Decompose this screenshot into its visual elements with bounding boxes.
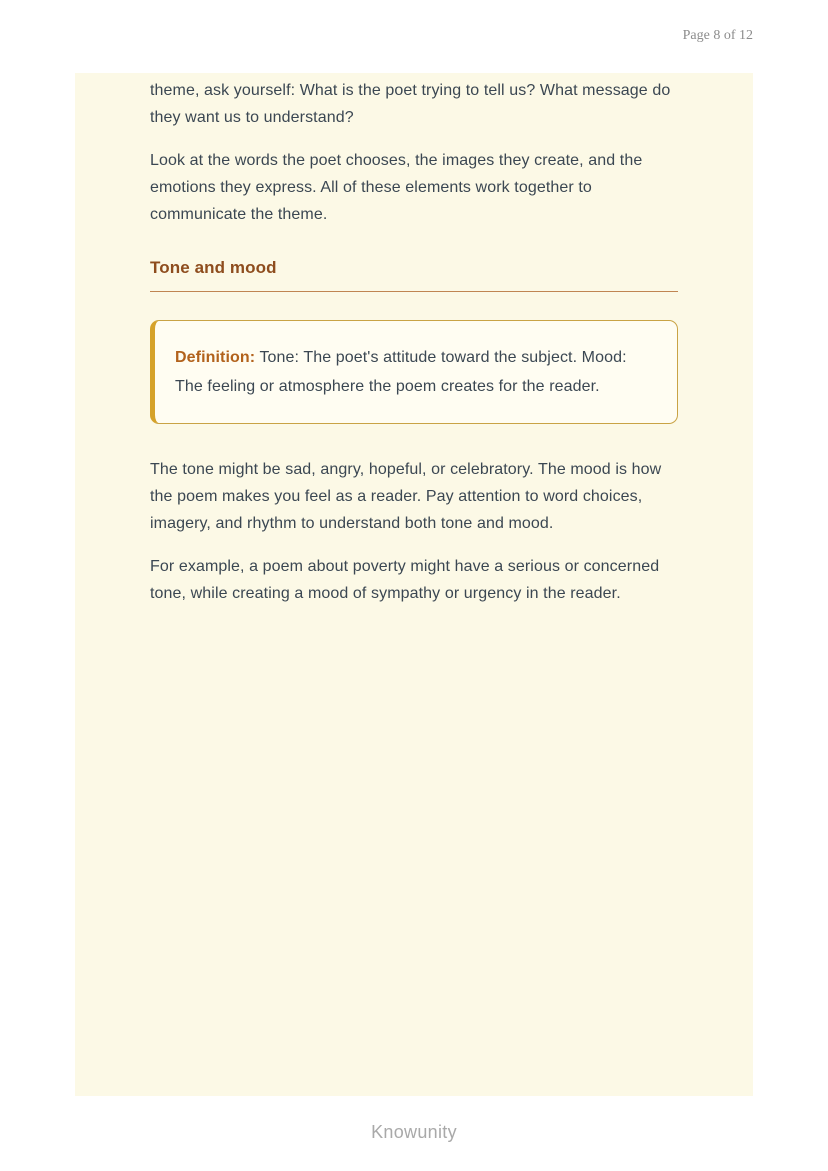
page-number: Page 8 of 12 [682, 28, 753, 43]
footer-brand: Knowunity [371, 1122, 457, 1142]
section-heading-tone-and-mood: Tone and mood [150, 258, 277, 277]
paragraph-look-at-words: Look at the words the poet chooses, the images they create, and the emotions they express. All of these elements work together to communicate the theme. [150, 152, 643, 223]
definition-label: Definition: [175, 349, 256, 366]
section-heading-wrap [150, 258, 678, 292]
definition-text: Tone: The poet's attitude toward the subject. Mood: The feeling or atmosphere the poem creates for the reader. [175, 349, 627, 395]
paragraph-poverty-example: For example, a poem about poverty might have a serious or concerned tone, while creating a mood of sympathy or urgency in the reader. [150, 558, 660, 602]
paragraph-tone-examples: The tone might be sad, angry, hopeful, or celebratory. The mood is how the poem makes you feel as a reader. Pay attention to word choices, imagery, and rhythm to understand both tone and mood. [150, 461, 662, 532]
content-panel [75, 73, 753, 1096]
paragraph-theme-question: theme, ask yourself: What is the poet trying to tell us? What message do they want us to understand? [150, 82, 671, 126]
definition-box [150, 320, 678, 424]
